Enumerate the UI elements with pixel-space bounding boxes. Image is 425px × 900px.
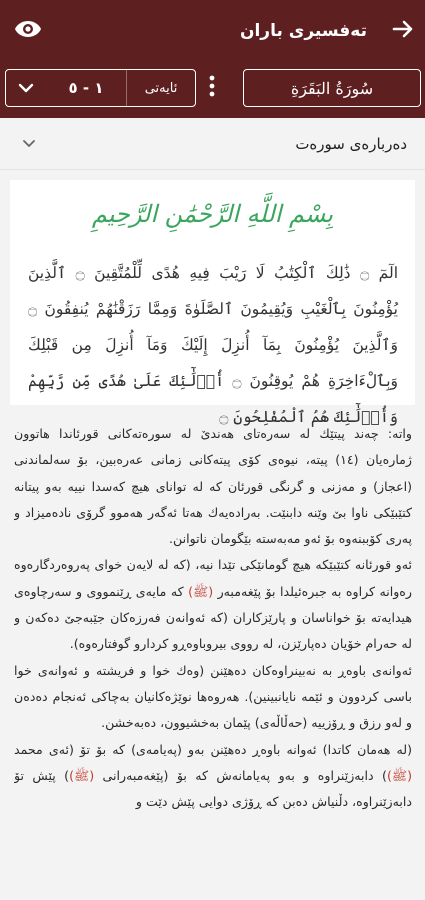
back-button[interactable]	[381, 0, 425, 62]
quran-text-card	[10, 180, 415, 426]
arrow-right-icon	[392, 19, 414, 43]
salawat-mark: (ﷺ)	[69, 767, 95, 783]
verse-label: ئایەتی	[144, 80, 178, 96]
verse-label-box	[126, 70, 195, 106]
salawat-mark: (ﷺ)	[386, 767, 412, 783]
tafsir-paragraph	[14, 737, 412, 816]
title-group	[240, 0, 425, 62]
about-surah-expander[interactable]	[0, 118, 425, 170]
tafsir-paragraph: واتە: چەند پیتێك لە سەرەتای هەندێ لە سورەتەكانی قورئاندا هاتوون ژمارەیان (١٤) پیتە، نیوەی كۆی پیتەكانی زمانی عەرەبین، بۆ سەلماندنی (اعجاز) و مەزنی و گرنگی قورئان كە لە توانای هیچ كەسدا نییە بەو پیتانە كتێبێكی ناوا بێ وێنە دابنێت. بەرادەیەك هەتا ئەگەر هەموو گرۆی نادەمیزاد و پەری كۆببنەوە بۆ ئەو مەبەستە بێگومان ناتوانن.	[14, 426, 412, 547]
more-vertical-icon	[209, 75, 215, 101]
tafsir-paragraph	[14, 552, 412, 657]
chevron-down-icon	[0, 139, 58, 148]
tafsir-text-part: ) دابەزێنراوە و بەو پەیامانەش كە بۆ (پێغەمبەرانی	[94, 767, 387, 783]
tafsir-text-part: ) پێش تۆ دابەزێنراوە، دڵنیاش دەبن كە ڕۆژی دوایی پێش دێت و	[14, 767, 412, 810]
verse-range-value: ١ - ٥	[68, 79, 104, 97]
app-bar-row	[0, 0, 425, 62]
page-title: تەفسیری باران	[239, 21, 367, 41]
eye-icon	[14, 19, 42, 43]
about-surah-title: دەربارەی سورەت	[295, 134, 407, 153]
toolbar	[0, 66, 425, 110]
chevron-down-icon	[6, 83, 46, 93]
surah-select-button[interactable]	[243, 69, 421, 107]
ayah-text: الٓمٓ ۝ ذَٰلِكَ ٱلْكِتَٰبُ لَا رَيْبَ فِيهِ هُدًى لِّلْمُتَّقِينَ ۝ ٱلَّذِينَ يُؤْمِنُونَ بِٱلْغَيْبِ وَيُقِيمُونَ ٱلصَّلَوٰةَ وَمِمَّا رَزَقْنَٰهُمْ يُنفِقُونَ ۝ وَٱلَّذِينَ يُؤْمِنُونَ بِمَآ أُنزِلَ إِلَيْكَ وَمَآ أُنزِلَ مِن قَبْلِكَ وَبِٱلْءَاخِرَةِ هُمْ يُوقِنُونَ ۝ أُو۟لَٰٓئِكَ عَلَىٰ هُدًى مِّن رَّبِّهِمْ وَأُو۟لَٰٓئِكَ هُمُ ٱلْمُفْلِحُونَ ۝	[28, 264, 399, 426]
tafsir-text-part: كە مایەی ڕێنمووی و سەرچاوەی هیدایەتە بۆ خواناسان و پارێزكاران (كە ئەوانەن فەرزەكان جێبەجێ دەكەن و لە حەرام خۆیان دەپارێزن، لە رووی بیروباوەڕو كردارو گوفتارەوە).	[14, 583, 412, 652]
app-bar	[0, 0, 425, 118]
salawat-mark: (ﷺ)	[188, 583, 214, 599]
tafsir-text-part: ئەو قورئانە كتێبێكە هیچ گومانێكی تێدا نیە، (كە لە لایەن خوای پەروەردگارەوە رەوانە كراوە بە جبرەئیلدا بۆ پێغەمبەر	[14, 557, 412, 599]
reading-mode-button[interactable]	[0, 0, 56, 62]
tafsir-text-part: (لە هەمان كاتدا) ئەوانە باوەڕ دەهێنن بەو (پەیامەی) كە بۆ تۆ (ئەی محمد	[14, 741, 412, 757]
tafsir-text	[14, 421, 412, 896]
more-options-button[interactable]	[200, 69, 224, 107]
basmala: بِسْمِ اللَّهِ الرَّحْمَٰنِ الرَّحِيمِ	[91, 200, 334, 228]
surah-name: سُورَةُ البَقَرَةِ	[290, 78, 374, 98]
verse-range-dropdown[interactable]	[5, 69, 196, 107]
tafsir-paragraph: ئەوانەی باوەڕ بە نەبینراوەكان دەهێنن (وەك خوا و فریشتە و ئەوانەی خوا باسی كردوون و ئێمە نایانبینین). هەروەها نوێژەكانیان بەچاكی ئەنجام دەدەن و لەو رزق و ڕۆزییە (حەڵاڵەی) پێمان بەخشیوون، دەبەخشن.	[14, 662, 412, 731]
